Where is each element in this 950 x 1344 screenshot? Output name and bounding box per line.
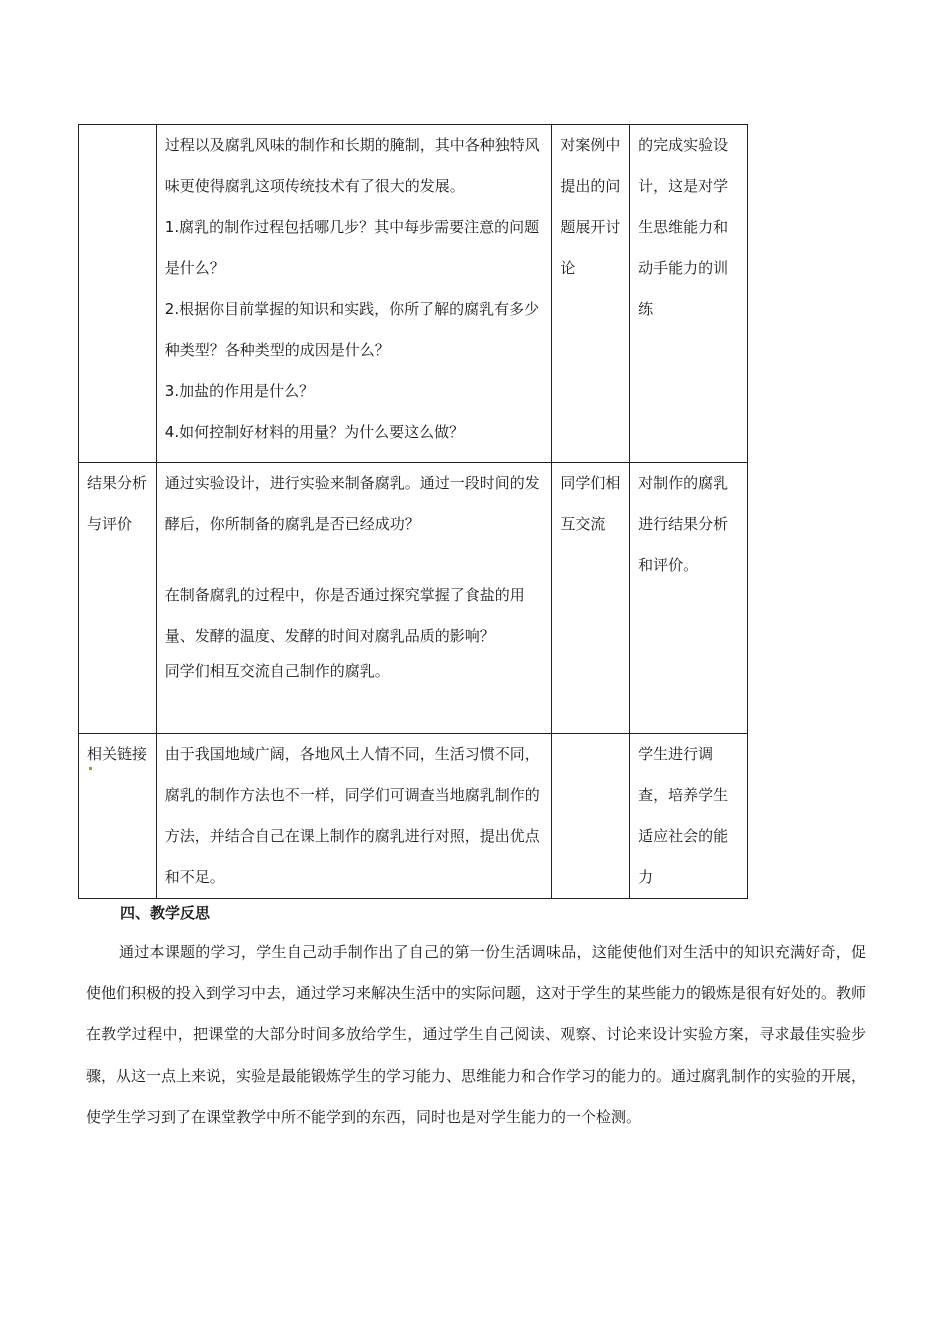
design-intent-cell: 学生进行调查，培养学生适应社会的能力 — [630, 734, 748, 899]
table-row — [79, 734, 748, 899]
content-cell — [156, 463, 552, 734]
content-paragraph: 在制备腐乳的过程中，你是否通过探究掌握了食盐的用量、发酵的温度、发酵的时间对腐乳品质的影响？ — [164, 586, 525, 645]
question-item: 1.腐乳的制作过程包括哪几步？其中每步需要注意的问题是什么？ — [164, 218, 540, 277]
stage-label: 相关链接 — [87, 745, 148, 763]
table-row — [79, 125, 748, 463]
content-paragraph: 过程以及腐乳风味的制作和长期的腌制，其中各种独特风味更使得腐乳这项传统技术有了很大的发展。 — [164, 136, 540, 195]
stage-cell: 结果分析与评价 — [79, 463, 157, 734]
design-intent-cell: 对制作的腐乳进行结果分析和评价。 — [630, 463, 748, 734]
content-paragraph: 同学们相互交流自己制作的腐乳。 — [164, 662, 390, 680]
reflection-paragraph: 通过本课题的学习，学生自己动手制作出了自己的第一份生活调味品，这能使他们对生活中的知识充满好奇，促使他们积极的投入到学习中去，通过学习来解决生活中的实际问题，这对于学生的某些能力的锻炼是很有好处的。教师在教学过程中，把课堂的大部分时间多放给学生，通过学生自己阅读、观察、讨论来设计实验方案，寻求最佳实验步骤，从这一点上来说，实验是最能锻炼学生的学习能力、思维能力和合作学习的能力的。通过腐乳制作的实验的开展，使学生学习到了在课堂教学中所不能学到的东西，同时也是对学生能力的一个检测。 — [86, 943, 867, 1126]
student-activity-cell: 对案例中提出的问题展开讨论 — [552, 125, 630, 463]
question-item: 3.加盐的作用是什么？ — [164, 382, 315, 400]
table-row — [79, 463, 748, 734]
stage-cell — [79, 734, 157, 899]
bullet-mark — [89, 767, 92, 770]
lesson-plan-table — [78, 124, 748, 899]
student-activity-cell: 同学们相互交流 — [552, 463, 630, 734]
content-cell: 由于我国地域广阔，各地风土人情不同，生活习惯不同，腐乳的制作方法也不一样，同学们可调查当地腐乳制作的方法，并结合自己在课上制作的腐乳进行对照，提出优点和不足。 — [156, 734, 552, 899]
question-item: 2.根据你目前掌握的知识和实践，你所了解的腐乳有多少种类型？各种类型的成因是什么？ — [164, 300, 540, 359]
content-paragraph: 通过实验设计，进行实验来制备腐乳。通过一段时间的发酵后，你所制备的腐乳是否已经成功？ — [164, 474, 540, 533]
design-intent-cell: 的完成实验设计，这是对学生思维能力和动手能力的训练 — [630, 125, 748, 463]
question-item: 4.如何控制好材料的用量？为什么要这么做？ — [164, 423, 465, 441]
stage-cell — [79, 125, 157, 463]
student-activity-cell — [552, 734, 630, 899]
content-cell — [156, 125, 552, 463]
section-heading: 四、教学反思 — [120, 904, 211, 922]
